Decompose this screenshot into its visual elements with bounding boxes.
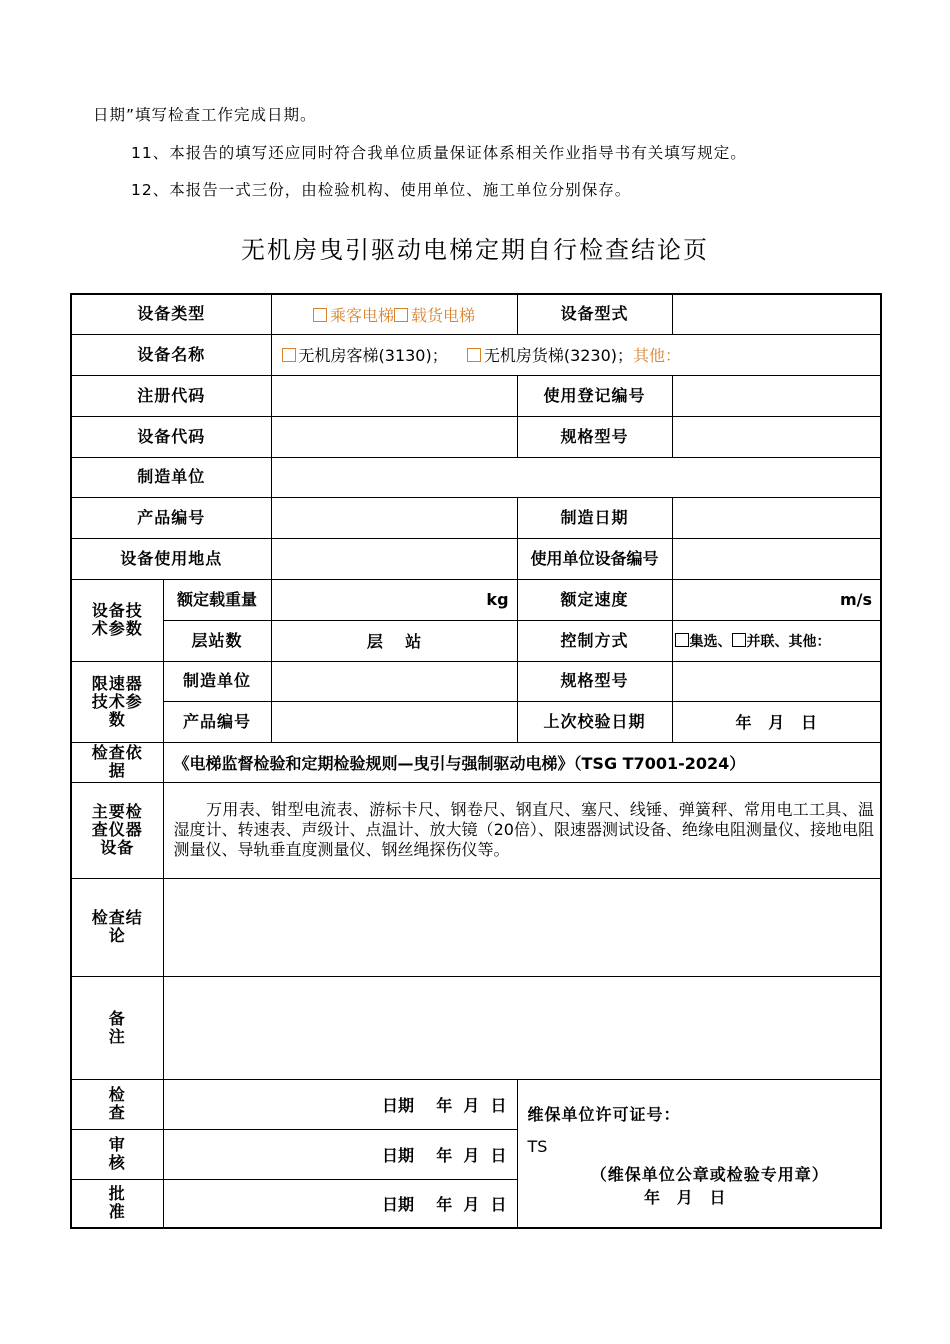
product-no-label: 产品编号: [71, 497, 271, 538]
page-title: 无机房曳引驱动电梯定期自行检查结论页: [241, 236, 709, 264]
manufacturer-value[interactable]: [271, 457, 881, 497]
intro-line-12: 12、本报告一式三份，由检验机构、使用单位、施工单位分别保存。: [131, 181, 632, 199]
last-calibration-label: 上次校验日期: [517, 701, 672, 742]
usage-registration-no-label: 使用登记编号: [517, 375, 672, 416]
row-manufacturer: [71, 457, 881, 497]
product-no-value[interactable]: [271, 497, 517, 538]
rated-load-label: 额定载重量: [163, 579, 271, 620]
user-equipment-no-value[interactable]: [672, 538, 881, 579]
option-passenger-elevator: 乘客电梯: [330, 305, 395, 325]
row-governor-maker: [71, 661, 881, 701]
governor-maker-value[interactable]: [271, 661, 517, 701]
usage-registration-no-value[interactable]: [672, 375, 881, 416]
user-equipment-no-label: 使用单位设备编号: [517, 538, 672, 579]
row-instruments: [71, 782, 881, 878]
rated-speed-value[interactable]: [672, 579, 881, 620]
instruments-label: 主要检查仪器设备: [71, 782, 163, 878]
control-mode-options: [672, 620, 881, 661]
conclusion-value[interactable]: [163, 878, 881, 976]
checkbox-mrl-passenger[interactable]: [282, 348, 296, 362]
equipment-name-label: 设备名称: [71, 334, 271, 375]
floors-stops-units: 层 站: [366, 632, 422, 651]
approver-date[interactable]: 日期 年 月 日: [163, 1179, 517, 1228]
license-label: 维保单位许可证号：: [527, 1104, 681, 1124]
row-equipment-name: [71, 334, 881, 375]
option-mrl-passenger: 无机房客梯(3130)；: [298, 346, 448, 365]
reviewer-label: 审核: [71, 1129, 163, 1179]
equipment-code-label: 设备代码: [71, 416, 271, 457]
usage-location-label: 设备使用地点: [71, 538, 271, 579]
inspection-basis-value: 《电梯监督检验和定期检验规则—曳引与强制驱动电梯》（TSG T7001-2024）: [163, 742, 881, 782]
reviewer-date[interactable]: 日期 年 月 日: [163, 1129, 517, 1179]
last-calibration-date: 年 月 日: [735, 713, 817, 732]
registration-code-value[interactable]: [271, 375, 517, 416]
row-equipment-code: [71, 416, 881, 457]
row-product-no: [71, 497, 881, 538]
inspection-conclusion-table: [70, 293, 882, 1229]
manufacturer-label: 制造单位: [71, 457, 271, 497]
governor-model-label: 规格型号: [517, 661, 672, 701]
checker-date[interactable]: 日期 年 月 日: [163, 1079, 517, 1129]
control-mode-label: 控制方式: [517, 620, 672, 661]
governor-model-value[interactable]: [672, 661, 881, 701]
intro-line-1: 日期”填写检查工作完成日期。: [93, 106, 317, 124]
equipment-form-value[interactable]: [672, 294, 881, 334]
row-equipment-type: [71, 294, 881, 334]
row-location: [71, 538, 881, 579]
checkbox-passenger[interactable]: [313, 308, 327, 322]
conclusion-label: 检查结论: [71, 878, 163, 976]
row-tech-load: [71, 579, 881, 620]
equipment-code-value[interactable]: [271, 416, 517, 457]
equipment-form-label: 设备型式: [517, 294, 672, 334]
remarks-label: 备注: [71, 976, 163, 1079]
rated-speed-unit: m/s: [839, 590, 873, 609]
rated-load-value[interactable]: [271, 579, 517, 620]
row-conclusion: [71, 878, 881, 976]
governor-maker-label: 制造单位: [163, 661, 271, 701]
inspection-basis-label: 检查依据: [71, 742, 163, 782]
governor-params-group-label: 限速器技术参数: [71, 661, 163, 742]
option-mrl-freight: 无机房货梯(3230)；: [483, 346, 634, 365]
manufacture-date-label: 制造日期: [517, 497, 672, 538]
seal-date: 年 月 日: [644, 1187, 726, 1207]
manufacture-date-value[interactable]: [672, 497, 881, 538]
option-freight-elevator: 载货电梯: [411, 305, 476, 325]
row-registration: [71, 375, 881, 416]
checkbox-mrl-freight[interactable]: [467, 348, 481, 362]
approver-label: 批准: [71, 1179, 163, 1228]
checkbox-freight[interactable]: [394, 308, 408, 322]
row-tech-floors: [71, 620, 881, 661]
row-sign-check: [71, 1079, 881, 1129]
equipment-type-label: 设备类型: [71, 294, 271, 334]
option-other: 其他：: [633, 346, 682, 365]
row-basis: [71, 742, 881, 782]
governor-serial-label: 产品编号: [163, 701, 271, 742]
seal-area: [517, 1079, 881, 1228]
option-parallel: 并联、其他：: [746, 633, 831, 650]
row-remarks: [71, 976, 881, 1079]
checkbox-parallel[interactable]: [732, 633, 746, 647]
governor-serial-value[interactable]: [271, 701, 517, 742]
last-calibration-value[interactable]: [672, 701, 881, 742]
remarks-value[interactable]: [163, 976, 881, 1079]
spec-model-label: 规格型号: [517, 416, 672, 457]
option-collective: 集选、: [689, 633, 732, 650]
equipment-name-options: [271, 334, 881, 375]
rated-load-unit: kg: [486, 590, 509, 609]
seal-caption: （维保单位公章或检验专用章）: [590, 1164, 829, 1184]
license-prefix: TS: [527, 1136, 548, 1156]
row-governor-serial: [71, 701, 881, 742]
registration-code-label: 注册代码: [71, 375, 271, 416]
checker-label: 检查: [71, 1079, 163, 1129]
intro-line-11: 11、本报告的填写还应同时符合我单位质量保证体系相关作业指导书有关填写规定。: [131, 144, 747, 162]
equipment-type-options: [271, 294, 517, 334]
usage-location-value[interactable]: [271, 538, 517, 579]
instruments-value: 万用表、钳型电流表、游标卡尺、钢卷尺、钢直尺、塞尺、线锤、弹簧秤、常用电工工具、温湿度计、转速表、声级计、点温计、放大镜（20倍）、限速器测试设备、绝缘电阻测量仪、接地电阻测量仪、导轨垂直度测量仪、钢丝绳探伤仪等。: [163, 782, 881, 878]
tech-params-group-label: 设备技术参数: [71, 579, 163, 661]
checkbox-collective[interactable]: [675, 633, 689, 647]
spec-model-value[interactable]: [672, 416, 881, 457]
floors-stops-value[interactable]: [271, 620, 517, 661]
floors-stops-label: 层站数: [163, 620, 271, 661]
rated-speed-label: 额定速度: [517, 579, 672, 620]
